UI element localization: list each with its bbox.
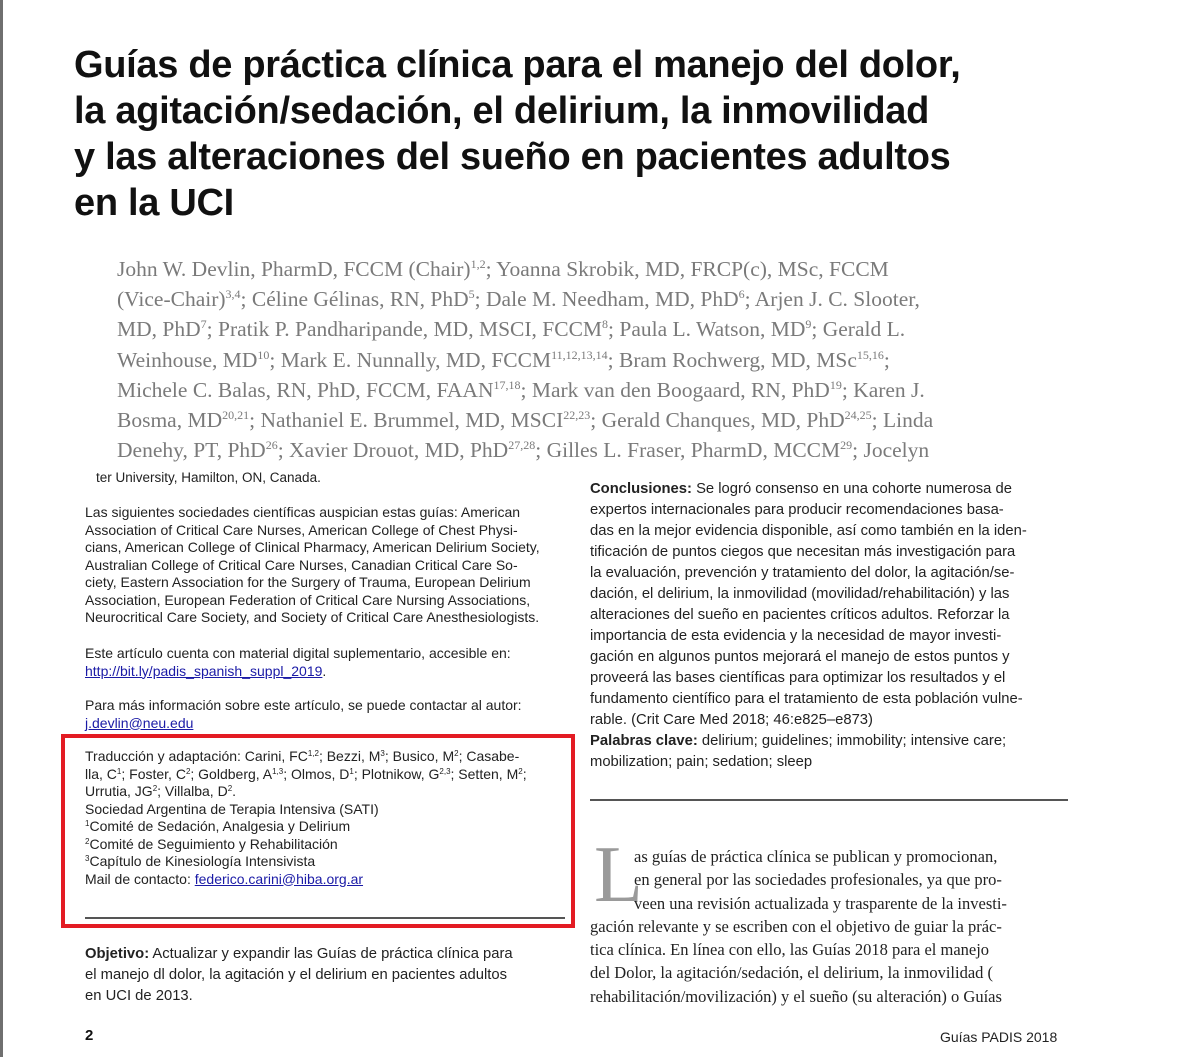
highlight-box xyxy=(61,734,575,928)
page-number: 2 xyxy=(85,1027,94,1044)
objective-label: Objetivo: xyxy=(85,946,150,962)
affiliation-fragment: ter University, Hamilton, ON, Canada. xyxy=(96,470,321,485)
running-footer: Guías PADIS 2018 xyxy=(940,1029,1058,1045)
author-line: MD, PhD$^7$; Pratik P. Pandharipande, MD, MSCI, FCCM$^8$; Paula L. Watson, $MD^9$; Gerald L. xyxy=(117,317,906,342)
supplementary-material: Este artículo cuenta con material digital suplementario, accesible en: http://bit.ly/padis_spanish_suppl_2019. xyxy=(85,645,511,679)
objective-paragraph: Objetivo: Actualizar y expandir las Guías de práctica clínica para el manejo dl dolor, la agitación y el delirium en pacientes adultos en UCI de 2013. xyxy=(85,946,513,1004)
author-line: Michele C. Balas, RN, PhD, FCCM, FAAN$^{17,18}$; Mark van den Boogaard, RN, PhD$^{19}$; Karen J. xyxy=(117,377,925,402)
author-line: John W. Devlin, PharmD, FCCM (Chair)$^{1,2}$; Yoanna Skrobik, MD, FRCP(c), MSc, FCCM xyxy=(117,257,889,281)
section-divider xyxy=(85,917,565,919)
supplement-link[interactable]: http://bit.ly/padis_spanish_suppl_2019 xyxy=(85,662,323,679)
keywords-line: Palabras clave: delirium; guidelines; immobility; intensive care; xyxy=(590,733,1007,749)
author-line: Weinhouse, MD$^{10}$; Mark E. Nunnally, MD, FCCM$^{11,12,13,14}$; Bram Rochwerg, MD, MSc$^{15,16}$; xyxy=(117,347,890,372)
conclusions-paragraph: Conclusiones: Se logró consenso en una cohorte numerosa de expertos internacionales para producir recomendaciones basa- das en la mejor evidencia disponible, así como también en la iden- tificación de puntos ciegos que necesitan más investigación para la evaluación, prevención y tratamiento del dolor, la agitación/se- dación, el delirium, la inmovilidad (movilidad/rehabilitación) y las alteraciones del sueño en pacientes críticos adultos. Reforzar la importancia de esta evidencia y la necesidad de mayor investi- gación en algunos puntos mejorará el manejo de estos puntos y proveerá las bases científicas para optimizar los resultados y el fundamento científico para el tratamiento de esta población vulne- rable. (Crit Care Med 2018; 46:e825–e873) Palabras clave: delirium; guidelines; immobility; intensive care; mobilization; pain; sedation; sleep xyxy=(590,479,1068,773)
title-line: y las alteraciones del sueño en pacientes adultos xyxy=(74,136,951,178)
drop-cap: L xyxy=(594,831,643,919)
title-line: en la UCI xyxy=(74,182,234,224)
conclusions-label: Conclusiones: xyxy=(590,481,692,497)
author-email-link[interactable]: j.devlin@neu.edu xyxy=(85,714,194,731)
author-line: (Vice-Chair)$^{3,4}$; Céline Gélinas, RN, PhD$^5$; Dale M. Needham, MD, PhD$^6$; Arjen J. C. Slooter, xyxy=(117,287,920,312)
body-paragraph: as guías de práctica clínica se publican y promocionan, en general por las sociedades profesionales, ya que pro- veen una revisión actualizada y trasparente de la investi- gación relevante y se escriben con el objetivo de guiar la prác- tica clínica. En línea con ello, las Guías 2018 para el manejo del Dolor, la agitación/sedación, el delirium, la inmovilidad ( rehabilitación/movilización) y el sueño (su alteración) o Guías xyxy=(590,847,1007,1006)
author-list xyxy=(117,254,1057,462)
keywords-label: Palabras clave: xyxy=(590,733,698,749)
title-line: la agitación/sedación, el delirium, la inmovilidad xyxy=(74,90,930,132)
page-left-border xyxy=(0,0,3,1057)
author-contact: Para más información sobre este artículo, se puede contactar al autor: j.devlin@neu.edu xyxy=(85,697,522,731)
section-divider xyxy=(590,799,1068,801)
society-name: Sociedad Argentina de Terapia Intensiva (SATI) xyxy=(85,800,379,817)
author-line: Bosma, MD$^{20,21}$; Nathaniel E. Brummel, MD, MSCI$^{22,23}$; Gerald Chanques, MD, PhD$^{24,25}$; Linda xyxy=(117,408,934,433)
article-title xyxy=(74,42,1034,226)
author-line: Denehy, PT, PhD$^{26}$; Xavier Drouot, MD, PhD$^{27,28}$; Gilles L. Fraser, PharmD, MCCM$^{29}$; Jocelyn xyxy=(117,438,930,462)
sponsor-societies: Las siguientes sociedades científicas auspician estas guías: American Association of Critical Care Nurses, American College of Chest Physi- cians, American College of Clinical Pharmacy, American Delirium Society, Australian College of Critical Care Nurses, Canadian Critical Care So- ciety, Eastern Association for the Surgery of Trauma, European Delirium Association, European Federation of Critical Care Nursing Associations, Neurocritical Care Society, and Society of Critical Care Anesthesiologists. xyxy=(85,504,540,625)
title-line: Guías de práctica clínica para el manejo del dolor, xyxy=(74,44,961,86)
translation-credits: Traducción y adaptación: Carini, FC$^{1,2}$; Bezzi, $M^3$; Busico, $M^2$; Casabe- lla, $C^1$; Foster, $C^2$; Goldberg, A$^{1,3}$; Olmos, $D^1$; Plotnikow, G$^{2,3}$; Setten, $M^2$; Urrutia, $JG^2$; Villalba, $D^2$. Sociedad Argentina de Terapia Intensiva (SATI) $^1$Comité de Sedación, Analgesia y Delirium $^2$Comité de Seguimiento y Rehabilitación $^3$Capítulo de Kinesiología Intensivista Mail de contacto: federico.carini@hiba.org.ar xyxy=(85,748,565,888)
contact-email-link[interactable]: federico.carini@hiba.org.ar xyxy=(194,870,364,887)
